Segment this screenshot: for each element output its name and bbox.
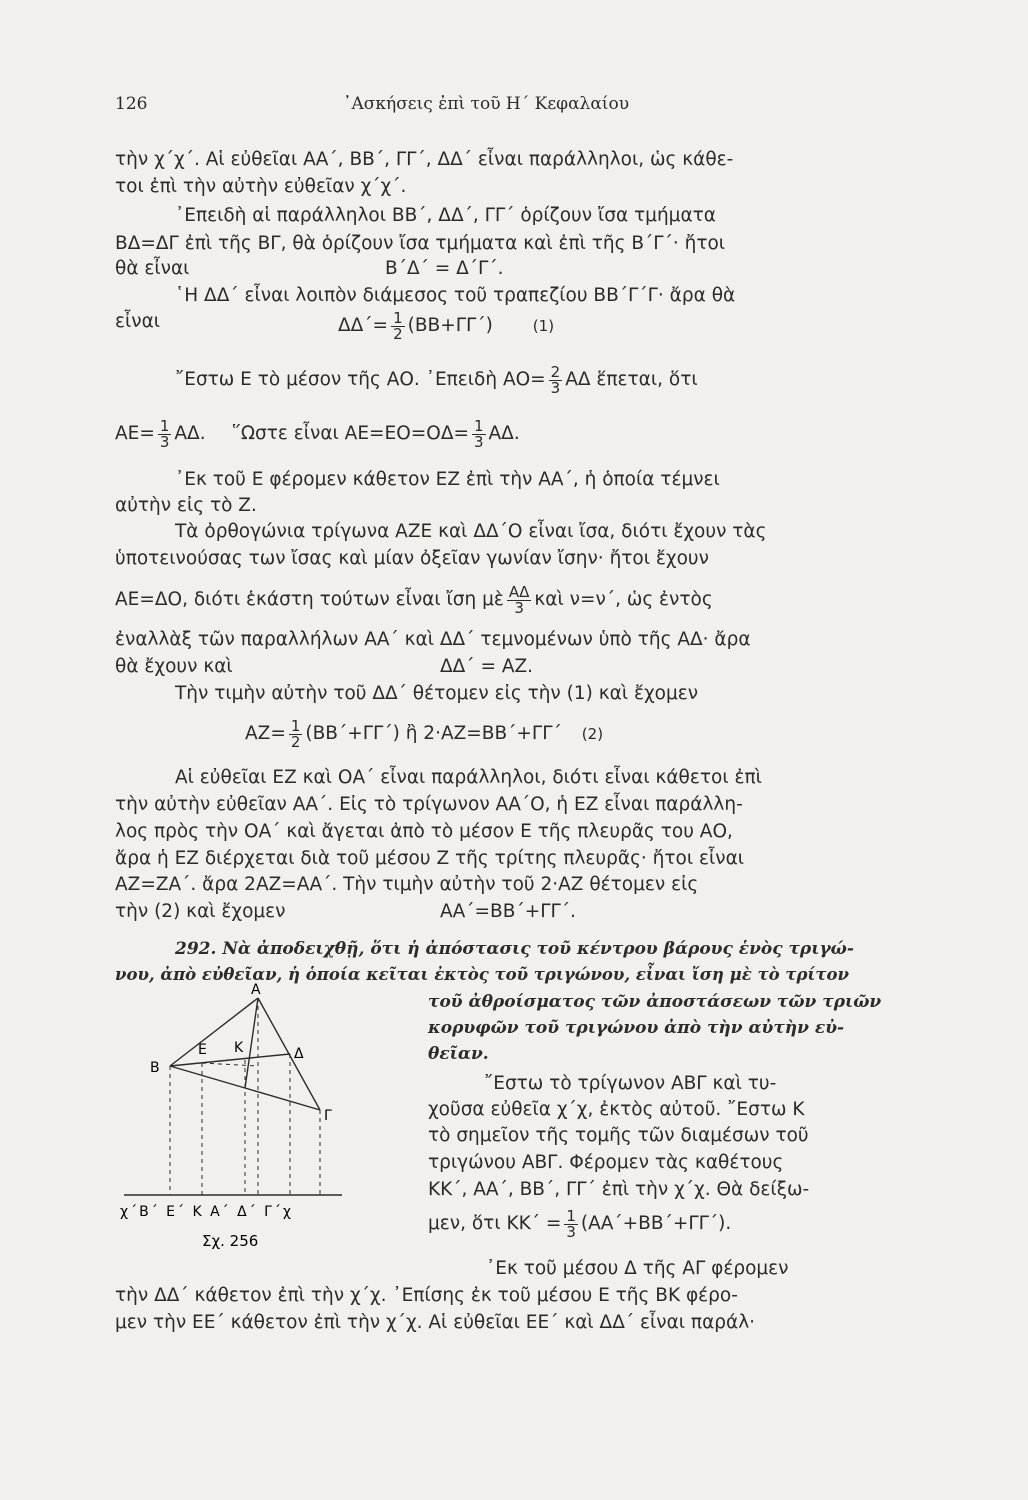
numerator: 1: [473, 416, 484, 435]
text-line: ᾿Επειδὴ αἱ παράλληλοι ΒΒ΄, ΔΔ΄, ΓΓ΄ ὁρίζουν ἴσα τμήματα: [175, 205, 716, 226]
text-line: ΒΔ=ΔΓ ἐπὶ τῆς ΒΓ, θὰ ὁρίζουν ἴσα τμήματα καὶ ἐπὶ τῆς Β΄Γ΄· ἤτοι: [115, 233, 726, 254]
label-B: Β: [150, 1060, 160, 1076]
equation-1: [115, 310, 160, 350]
text: ῞Ωστε εἶναι ΑΕ=ΕΟ=ΟΔ=: [231, 423, 469, 444]
eq-number: (2): [581, 725, 604, 743]
numerator: ΑΔ: [508, 582, 530, 601]
eq-number: (1): [532, 317, 555, 335]
median-A: [245, 998, 258, 1088]
numerator: 2: [550, 362, 561, 381]
fraction: [158, 416, 172, 451]
fraction: [549, 362, 563, 397]
figure-caption: Σχ. 256: [202, 1232, 259, 1250]
text: ΑΔ.: [174, 423, 206, 444]
text-line: ῎Εστω τὸ τρίγωνον ΑΒΓ καὶ τυ-: [484, 1073, 777, 1094]
geometry-figure: [110, 980, 370, 1250]
fraction: [391, 308, 405, 343]
median-B: [170, 1054, 290, 1066]
denominator: 3: [159, 432, 170, 451]
text: (ΒΒ+ΓΓ΄): [407, 315, 493, 336]
fraction: [289, 716, 303, 751]
text-line: ἄρα ἡ ΕΖ διέρχεται διὰ τοῦ μέσου Ζ τῆς τρίτης πλευρᾶς· ἤτοι εἶναι: [115, 848, 745, 869]
text: εἶναι: [115, 311, 161, 332]
text-line: [175, 360, 698, 400]
text: μεν, ὅτι ΚΚ΄ =: [428, 1213, 562, 1234]
denominator: 3: [473, 432, 484, 451]
text: ΑΕ=ΔΟ, διότι ἑκάστη τούτων εἶναι ἴση μὲ: [115, 589, 504, 610]
text-line: ῾Η ΔΔ΄ εἶναι λοιπὸν διάμεσος τοῦ τραπεζίου ΒΒ΄Γ΄Γ· ἄρα θὰ: [175, 285, 736, 306]
numerator: 1: [290, 716, 301, 735]
text-line: θὰ εἶναι: [115, 258, 190, 279]
denominator: 2: [393, 324, 403, 343]
text-line: Τὰ ὀρθογώνια τρίγωνα ΑΖΕ καὶ ΔΔ΄Ο εἶναι ἴσα, διότι ἔχουν τὰς: [175, 521, 767, 542]
label-E: Ε: [198, 1042, 207, 1058]
text-line: Τὴν τιμὴν αὐτὴν τοῦ ΔΔ΄ θέτομεν εἰς τὴν (1) καὶ ἔχομεν: [175, 683, 699, 704]
equation-2: [245, 714, 603, 754]
running-header: ᾿Ασκήσεις ἐπὶ τοῦ Η΄ Κεφαλαίου: [343, 94, 630, 114]
denominator: 2: [290, 732, 301, 751]
text-line: ΔΔ΄ = ΑΖ.: [440, 656, 534, 677]
label-G: Γ: [324, 1108, 332, 1124]
text-line: ᾿Εκ τοῦ μέσου Δ τῆς ΑΓ φέρομεν: [486, 1258, 789, 1279]
text-line: τὴν (2) καὶ ἔχομεν: [115, 901, 286, 922]
text: (ΒΒ΄+ΓΓ΄) ἢ 2·ΑΖ=ΒΒ΄+ΓΓ΄: [305, 723, 562, 744]
text-line: τὸ σημεῖον τῆς τομῆς τῶν διαμέσων τοῦ: [428, 1125, 809, 1146]
text-line: ὑποτεινούσας των ἴσας καὶ μίαν ὀξεῖαν γωνίαν ἴσην· ἤτοι ἔχουν: [115, 548, 709, 569]
problem-statement: θεῖαν.: [428, 1044, 489, 1064]
problem-statement: κορυφῶν τοῦ τριγώνου ἀπὸ τὴν αὐτὴν εὐ-: [428, 1018, 845, 1038]
text-line: χοῦσα εὐθεῖα χ΄χ, ἐκτὸς αὐτοῦ. ῎Εστω Κ: [428, 1099, 805, 1120]
text-line: μεν τὴν ΕΕ΄ κάθετον ἐπὶ τὴν χ΄χ. Αἱ εὐθεῖαι ΕΕ΄ καὶ ΔΔ΄ εἶναι παράλ·: [115, 1312, 756, 1333]
axis-labels: χ΄Β΄ Ε΄ Κ Α΄ Δ΄ Γ΄χ: [120, 1204, 294, 1220]
numerator: 1: [393, 308, 403, 327]
text: καὶ ν=ν΄, ὡς ἐντὸς: [534, 589, 713, 610]
fraction: [564, 1206, 578, 1241]
text: ῎Εστω Ε τὸ μέσον τῆς ΑΟ. ᾿Επειδὴ ΑΟ=: [175, 369, 546, 390]
text-line: θὰ ἔχουν καὶ: [115, 656, 233, 677]
text-line: ΚΚ΄, ΑΑ΄, ΒΒ΄, ΓΓ΄ ἐπὶ τὴν χ΄χ. Θὰ δείξω-: [428, 1179, 810, 1200]
text-line: τὴν χ΄χ΄. Αἱ εὐθεῖαι ΑΑ΄, ΒΒ΄, ΓΓ΄, ΔΔ΄ εἶναι παράλληλοι, ὡς κάθε-: [115, 149, 734, 170]
text-line: τριγώνου ΑΒΓ. Φέρομεν τὰς καθέτους: [428, 1152, 784, 1173]
label-K: Κ: [234, 1040, 244, 1056]
segment-EZ: [202, 1063, 258, 1066]
text-line: ᾿Εκ τοῦ Ε φέρομεν κάθετον ΕΖ ἐπὶ τὴν ΑΑ΄, ἡ ὁποία τέμνει: [175, 469, 720, 490]
problem-statement: 292. Νὰ ἀποδειχθῇ, ὅτι ἡ ἀπόστασις τοῦ κέντρου βάρους ἑνὸς τριγώ-: [175, 939, 854, 959]
text-line: αὐτὴν εἰς τὸ Ζ.: [115, 495, 257, 516]
numerator: 1: [566, 1206, 576, 1225]
text: ΑΖ=: [245, 723, 286, 744]
text-line: τὴν αὐτὴν εὐθεῖαν ΑΑ΄. Εἰς τὸ τρίγωνον ΑΑ΄Ο, ἡ ΕΖ εἶναι παράλλη-: [115, 794, 743, 815]
fraction: [472, 416, 486, 451]
denominator: 3: [566, 1222, 576, 1241]
text-line: Β΄Δ΄ = Δ΄Γ΄.: [385, 258, 504, 279]
fraction: [507, 582, 532, 617]
problem-statement: νου, ἀπὸ εὐθεῖαν, ἡ ὁποία κεῖται ἐκτὸς τοῦ τριγώνου, εἶναι ἴση μὲ τὸ τρίτον: [115, 965, 849, 984]
text: ΑΔ.: [488, 423, 520, 444]
text-line: ΑΑ΄=ΒΒ΄+ΓΓ΄.: [440, 901, 576, 922]
text-line: ΑΖ=ΖΑ΄. ἄρα 2ΑΖ=ΑΑ΄. Τὴν τιμὴν αὐτὴν τοῦ 2·ΑΖ θέτομεν εἰς: [115, 874, 699, 895]
text-line: ἐναλλὰξ τῶν παραλλήλων ΑΑ΄ καὶ ΔΔ΄ τεμνομένων ὑπὸ τῆς ΑΔ· ἄρα: [115, 629, 751, 650]
text: (ΑΑ΄+ΒΒ΄+ΓΓ΄).: [580, 1213, 732, 1234]
text: ΑΔ ἕπεται, ὅτι: [565, 369, 698, 390]
side-AB: [170, 998, 258, 1066]
equation-1-formula: [338, 306, 554, 346]
text-line: τοι ἐπὶ τὴν αὐτὴν εὐθεῖαν χ΄χ΄.: [115, 176, 407, 197]
numerator: 1: [159, 416, 170, 435]
denominator: 3: [514, 598, 524, 617]
text-line: [428, 1204, 731, 1244]
problem-statement: τοῦ ἀθροίσματος τῶν ἀποστάσεων τῶν τριῶν: [428, 992, 882, 1012]
text-line: λος πρὸς τὴν ΟΑ΄ καὶ ἄγεται ἀπὸ τὸ μέσον Ε τῆς πλευρᾶς του ΑΟ,: [115, 821, 733, 842]
text-line: Αἱ εὐθεῖαι ΕΖ καὶ ΟΑ΄ εἶναι παράλληλοι, διότι εἶναι κάθετοι ἐπὶ: [175, 767, 762, 788]
text: ΑΕ=: [115, 423, 155, 444]
page-number: 126: [115, 94, 148, 114]
text-line: [115, 580, 713, 620]
denominator: 3: [550, 378, 561, 397]
text-line: [115, 414, 520, 454]
text: ΔΔ΄=: [338, 315, 389, 336]
label-A: Α: [251, 982, 261, 998]
label-D: Δ: [294, 1046, 304, 1062]
text-line: τὴν ΔΔ΄ κάθετον ἐπὶ τὴν χ΄χ. ᾿Επίσης ἐκ τοῦ μέσου Ε τῆς ΒΚ φέρο-: [115, 1285, 738, 1306]
